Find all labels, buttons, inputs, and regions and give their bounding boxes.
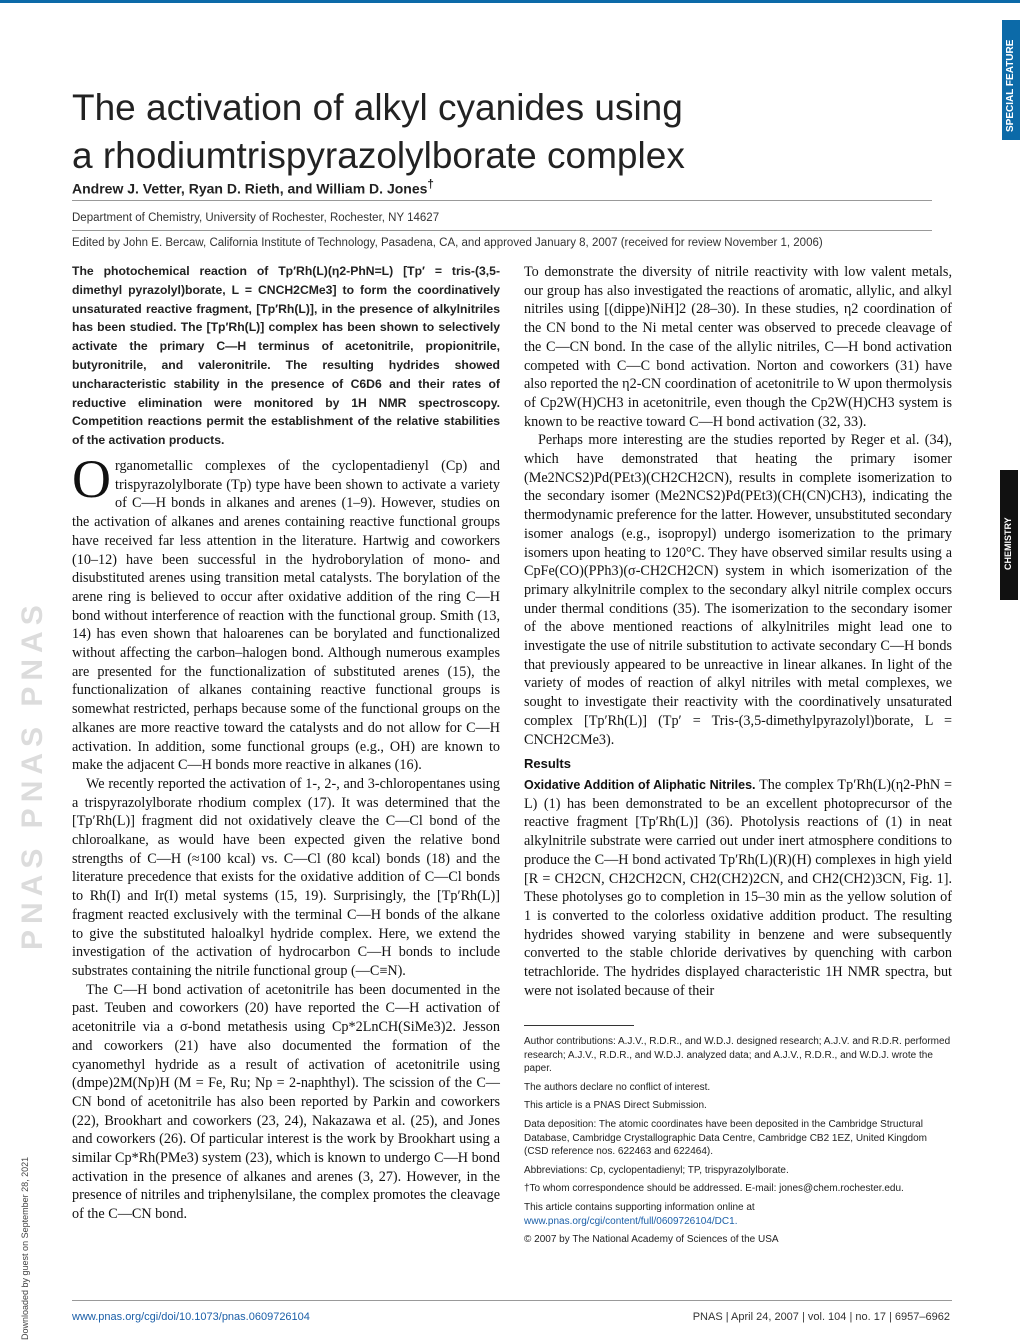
editor-note: Edited by John E. Bercaw, California Institute of Technology, Pasadena, CA, and approved January 8, 2007 (received for review November 1, 2006) [72, 237, 823, 249]
note-contributions: Author contributions: A.J.V., R.D.R., and W.D.J. designed research; A.J.V. and R.D.R. performed research; A.J.V., R.D.R., and W.D.J. analyzed data; and A.J.V., R.D.R., and W.D.J. wrote the paper. [524, 1036, 951, 1075]
footer-rule [72, 1300, 952, 1301]
author-list: Andrew J. Vetter, Ryan D. Rieth, and William D. Jones† [72, 178, 434, 197]
body-paragraph: The C—H bond activation of acetonitrile has been documented in the past. Teuben and coworkers (20) have reported the C—H activation of acetonitrile via a σ-bond metathesis using Cp*2LnCH(SiMe3)2. Jesson and coworkers (21) have also documented the formation of the cyanomethyl hydride as a result of activation of acetonitrile using (dmpe)2M(Np)H (M = Fe, Ru; Np = 2-naphthyl). The scission of the C—CN bond of acetonitrile has also been reported by Parkin and coworkers (22), Brookhart and coworkers (23, 24), Nakazawa et al. (25), and Jones and coworkers (26). Of particular interest is the work by Brookhart using a similar Cp*Rh(PMe3) system (23), which is known to undergo C—H bond activation in the presence of alkanes and arenes (3, 27). However, in the presence of nitriles and triphenylsilane, the complex promotes the cleavage of the C—CN bond. [72, 981, 500, 1223]
results-paragraph: Oxidative Addition of Aliphatic Nitriles. The complex Tp′Rh(L)(η2-PhN = L) (1) has been demonstrated to be an excellent photoprecursor of the reactive fragment [Tp′Rh(L)] (36). Photolysis reactions of (1) in neat alkylnitrile substrate were carried out under inert atmosphere conditions to produce the C—H bond activated Tp′Rh(L)(R)(H) complexes in high yield [R = CH2CN, CH2CH2CN, CH2(CH2)2CN, and CH2(CH2)3CN, Fig. 1]. These photolyses go to completion in 15–30 min as the yellow solution of 1 is converted to the colorless oxidative addition product. The resulting hydrides showed varying stability in benzene and were subsequently converted to the stable chloride derivatives by quenching with carbon tetrachloride. The hydrides displayed characteristic 1H NMR spectra, but were not isolated because of their [524, 776, 952, 999]
notes-divider [524, 1025, 634, 1026]
chemistry-tab: CHEMISTRY [1000, 470, 1018, 600]
subsection-heading: Oxidative Addition of Aliphatic Nitriles. [524, 777, 756, 792]
intro-paragraph: Organometallic complexes of the cyclopentadienyl (Cp) and trispyrazolylborate (Tp) type have been shown to activate a variety of C—H bonds in alkanes and arenes (1–9). However, studies on the activation of alkanes and arenes containing reactive functional groups have received far less attention in the literature. Hartwig and coworkers (10–12) have been successful in the hydroborylation of mono- and disubstituted arenes using transition metal catalysts. The borylation of the arene ring is believed to occur after oxidative addition of the ring C—H bond without interference of reaction with the functional group. Smith (13, 14) has even shown that haloarenes can be borylated and functionalized without affecting the carbon–halogen bond. Although numerous examples are presented for the functionalization of substituted arenes (15), the functionalization of alkanes containing reactive functional groups is somewhat restricted, perhaps because some of the functional groups on the alkanes are more reactive toward the catalysts and do not allow for C—H activation. In addition, some functional groups (e.g., OH) are known to make the adjacent C—H bonds more reactive in alkanes (16). [72, 449, 500, 774]
divider [72, 230, 932, 231]
supporting-info-link[interactable]: www.pnas.org/cgi/content/full/0609726104/DC1. [524, 1215, 738, 1227]
note-conflict: The authors declare no conflict of interest. [524, 1081, 711, 1093]
top-rule [0, 0, 1020, 3]
footnotes [524, 1035, 952, 1252]
special-feature-tab: SPECIAL FEATURE [1002, 20, 1020, 140]
doi-link[interactable]: www.pnas.org/cgi/doi/10.1073/pnas.0609726104 [72, 1311, 310, 1323]
left-column [72, 449, 500, 1224]
note-supporting-info: This article contains supporting information online at www.pnas.org/cgi/content/full/0609726104/DC1. [524, 1201, 755, 1227]
section-heading: Results [524, 756, 571, 772]
article-title: The activation of alkyl cyanides using a rhodiumtrispyrazolylborate complex [72, 87, 685, 176]
drop-cap: O [72, 449, 111, 509]
note-copyright: © 2007 by The National Academy of Sciences of the USA [524, 1234, 779, 1246]
right-column [524, 263, 952, 1000]
divider [72, 200, 932, 201]
pnas-watermark: PNAS PNAS PNAS [16, 599, 49, 950]
body-paragraph: To demonstrate the diversity of nitrile reactivity with low valent metals, our group has also investigated the reactions of aromatic, allylic, and alkyl nitriles using [(dippe)NiH]2 (28–30). In these studies, η2 coordination of the CN bond to the Ni metal center was observed to precede cleavage of the C—CN bond. In the case of the allylic nitriles, C—H bond activation competed with C—C bond activation. Norton and coworkers (31) have also reported the η2-CN coordination of acetonitrile to W upon thermolysis of Cp2W(H)CH3 in acetonitrile, even though the Cp2W(H)CH3 system is known to be reactive toward C—H bond activation (32, 33). [524, 264, 952, 430]
journal-citation: PNAS | April 24, 2007 | vol. 104 | no. 17 | 6957–6962 [692, 1311, 950, 1323]
affiliation: Department of Chemistry, University of Rochester, Rochester, NY 14627 [72, 212, 440, 224]
download-stamp: Downloaded by guest on September 28, 2021 [20, 1156, 30, 1340]
note-correspondence: †To whom correspondence should be addressed. E-mail: jones@chem.rochester.edu. [524, 1183, 904, 1195]
note-abbreviations: Abbreviations: Cp, cyclopentadienyl; TP, trispyrazolylborate. [524, 1164, 789, 1176]
note-deposition: Data deposition: The atomic coordinates have been deposited in the Cambridge Structural Database, Cambridge Crystallographic Data Centre, Cambridge CB2 1EZ, United Kingdom (CSD reference nos. 622463 and 622464). [524, 1118, 927, 1158]
body-paragraph: We recently reported the activation of 1-, 2-, and 3-chloropentanes using a trispyrazolylborate rhodium complex (17). It was determined that the [Tp′Rh(L)] fragment did not oxidatively cleave the C—Cl bond of the chloroalkane, as would have been expected given the relative bond strengths of C—H (≈100 kcal) vs. C—Cl (80 kcal) bonds (18) and the literature precedence that exists for the oxidative addition of C—Cl bonds to Rh(I) and Ir(I) metal systems (15, 19). Surprisingly, the [Tp′Rh(L)] fragment reacted exclusively with the terminal C—H bonds of the alkane to give the substituted haloalkyl hydride complex. Here, we extend the investigation of the activation of hydrocarbon C—H bonds to include substrates containing the nitrile functional group (—C≡N). [72, 775, 500, 979]
abstract: The photochemical reaction of Tp′Rh(L)(η2-PhN=L) [Tp′ = tris-(3,5-dimethyl pyrazolyl)borate, L = CNCH2CMe3] to form the coordinatively unsaturated reactive fragment, [Tp′Rh(L)], in the presence of alkylnitriles has been studied. The [Tp′Rh(L)] complex has been shown to selectively activate the primary C—H terminus of acetonitrile, propionitrile, butyronitrile, and valeronitrile. The resulting hydrides showed uncharacteristic stability in the presence of C6D6 and their rates of reductive elimination were monitored by 1H NMR spectroscopy. Competition reactions permit the establishment of the relative stabilities of the activation products. [72, 264, 500, 448]
body-paragraph: Perhaps more interesting are the studies reported by Reger et al. (34), which have demonstrated that heating the primary isomer (Me2NCS2)Pd(PEt3)(CH2CH2CN), results in complete isomerization to the secondary isomer (Me2NCS2)Pd(PEt3)(CH(CN)CH3), indicating the thermodynamic preference for the latter. However, unsubstituted secondary isomer analogs (e.g., isopropyl) undergo isomerization to the primary isomers upon heating to 120°C. They have observed similar results using a CpFe(CO)(PPh3)(σ-CH2CH2CN) system in which isomerization of the primary alkylnitrile complex to the secondary alkyl nitrile complex occurs under thermal conditions (35). The isomerization to the secondary isomer of the above mentioned reactions of alkylnitriles might lead one to investigate the use of nitrile substitution to activate secondary C—H bonds that previously appeared to be unreactive in linear alkanes. In light of the variety of modes of reaction of alkyl nitriles with metal complexes, we sought to investigate their reactivity with the coordinatively unsaturated complex [Tp′Rh(L)] (Tp′ = Tris-(3,5-dimethylpyrazolyl)borate, L = CNCH2CMe3). [524, 432, 952, 748]
note-direct-submission: This article is a PNAS Direct Submission. [524, 1100, 707, 1112]
